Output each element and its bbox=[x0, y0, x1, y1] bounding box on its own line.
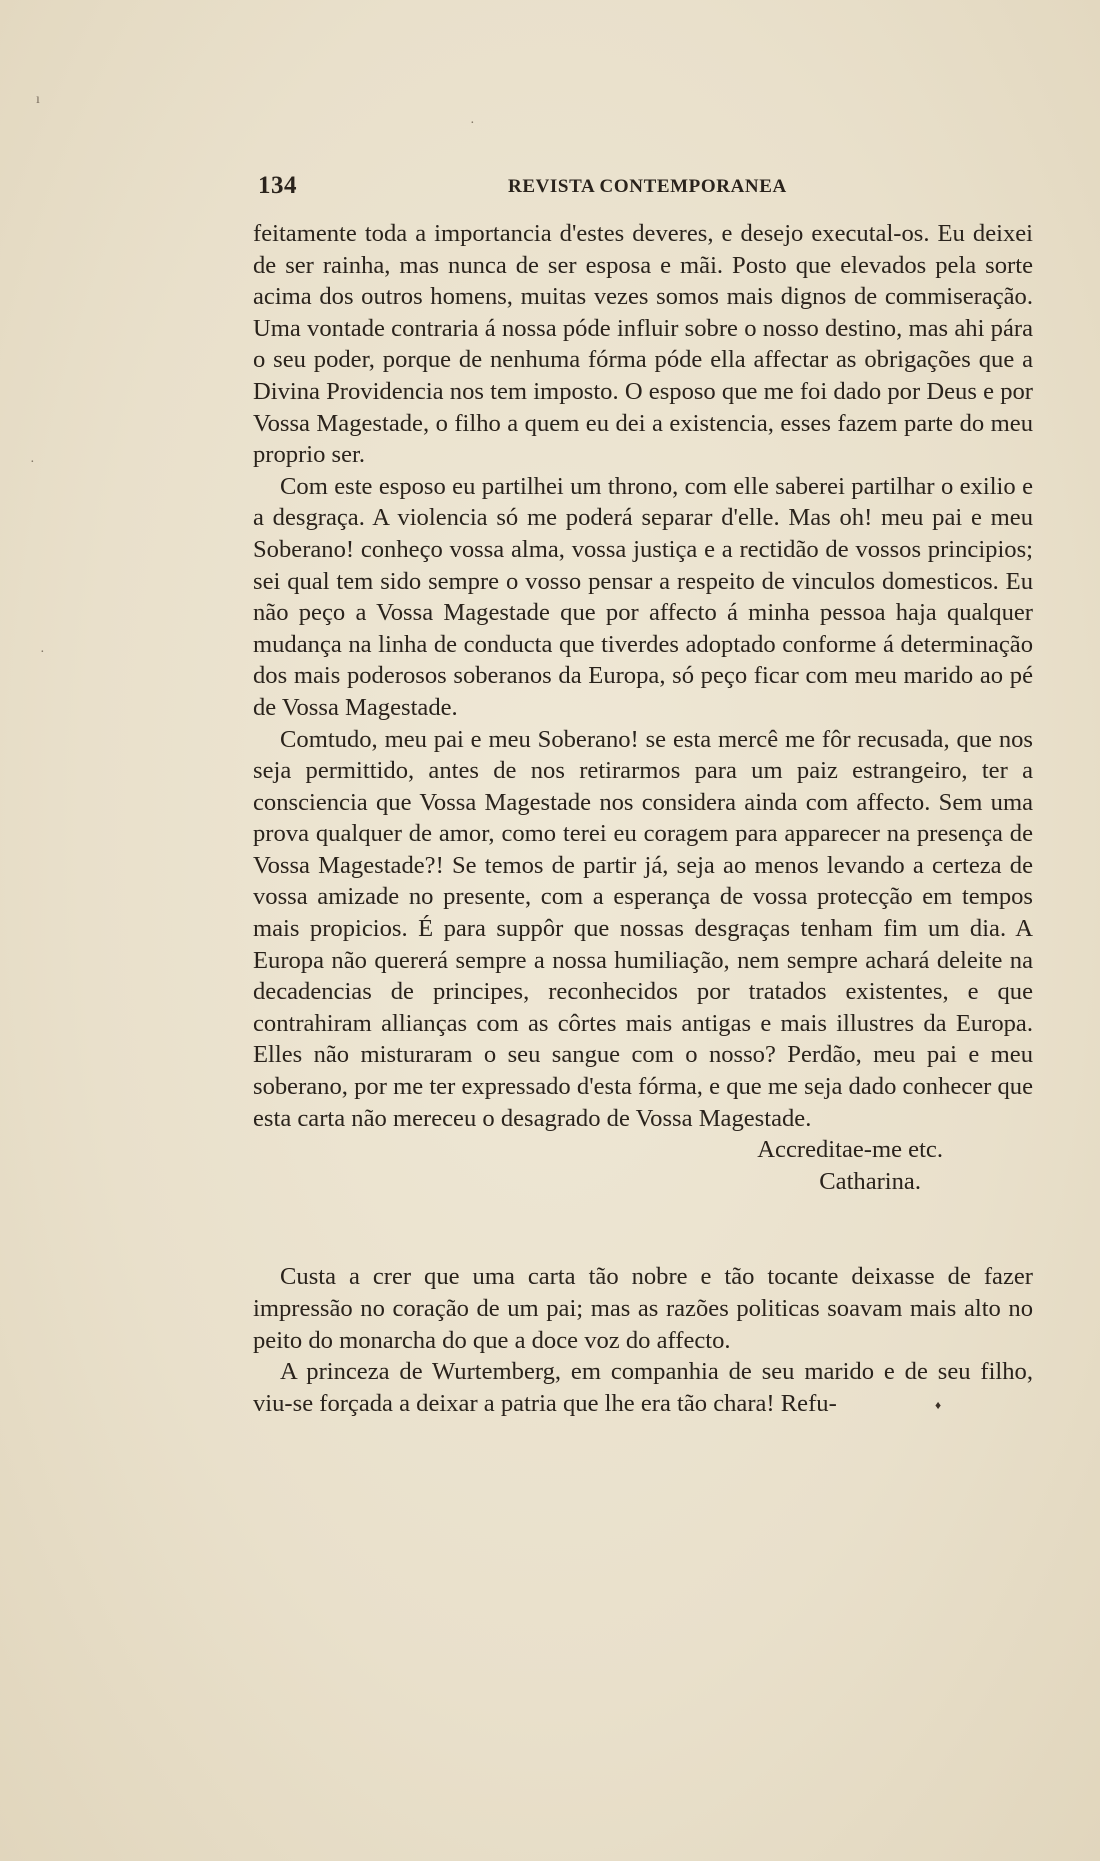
paragraph-continued: feitamente toda a importancia d'estes deveres, e desejo executal-os. Eu deixei de ser rainha, mas nunca de ser esposa e mãi. Posto que elevados pela sorte acima dos outros homens, muitas vezes somos mais dignos de commiseração. Uma vontade contraria á nossa póde influir sobre o nosso destino, mas ahi pára o seu poder, porque de nenhuma fórma póde ella affectar as obrigações que a Divina Providencia nos tem imposto. O esposo que me foi dado por Deus e por Vossa Magestade, o filho a quem eu dei a existencia, esses fazem parte do meu proprio ser. bbox=[253, 220, 1033, 469]
running-title: REVISTA CONTEMPORANEA bbox=[508, 176, 787, 197]
paper-speck: · bbox=[470, 116, 475, 131]
paragraph: Com este esposo eu partilhei um throno, com elle saberei partilhar o exilio e a desgraça. A violencia só me poderá separar d'elle. Mas oh! meu pai e meu Soberano! conheço vossa alma, vossa justiça e a rectidão de vossos principios; sei qual tem sido sempre o vosso pensar a respeito de vinculos domesticos. Eu não peço a Vossa Magestade que por affecto á minha pessoa haja qualquer mudança na linha de conducta que tiverdes adoptado conforme á determinação dos mais poderosos soberanos da Europa, só peço ficar com meu marido ao pé de Vossa Magestade. bbox=[253, 472, 1033, 721]
paper-speck: ı bbox=[36, 92, 40, 107]
paper-speck: · bbox=[30, 455, 35, 470]
paragraph: Custa a crer que uma carta tão nobre e tão tocante deixasse de fazer impressão no coração de um pai; mas as razões politicas soavam mais alto no peito do monarcha do que a doce voz do affecto. bbox=[253, 1263, 1033, 1354]
section-gap bbox=[253, 1197, 1033, 1261]
separator-mark: ♦ bbox=[935, 1398, 942, 1412]
paragraph: A princeza de Wurtemberg, em companhia de seu marido e de seu filho, viu-se forçada a deixar a patria que lhe era tão chara! Refu- bbox=[253, 1358, 1033, 1417]
letter-body bbox=[253, 218, 1033, 1419]
paper-speck: · bbox=[40, 645, 45, 660]
page-header bbox=[258, 172, 1028, 202]
paragraph: Comtudo, meu pai e meu Soberano! se esta mercê me fôr recusada, que nos seja permittido, antes de nos retirarmos para um paiz estrangeiro, ter a consciencia que Vossa Magestade nos considera ainda com affecto. Sem uma prova qualquer de amor, como terei eu coragem para apparecer na presença de Vossa Magestade?! Se temos de partir já, seja ao menos levando a certeza de vossa amizade no presente, com a esperança de vossa protecção em tempos mais propicios. É para suppôr que nossas desgraças tenham fim um dia. A Europa não quererá sempre a nossa humiliação, nem sempre achará deleite na decadencias de principes, reconhecidos por tratados existentes, e que contrahiram allianças com as côrtes mais antigas e mais illustres da Europa. Elles não misturaram o seu sangue com o nosso? Perdão, meu pai e meu soberano, por me ter expressado d'esta fórma, e que me seja dado conhecer que esta carta não mereceu o desagrado de Vossa Magestade. bbox=[253, 725, 1033, 1132]
page-number: 134 bbox=[258, 172, 297, 199]
signature: Catharina. bbox=[819, 1167, 921, 1195]
closing-line: Accreditae-me etc. bbox=[757, 1136, 943, 1164]
